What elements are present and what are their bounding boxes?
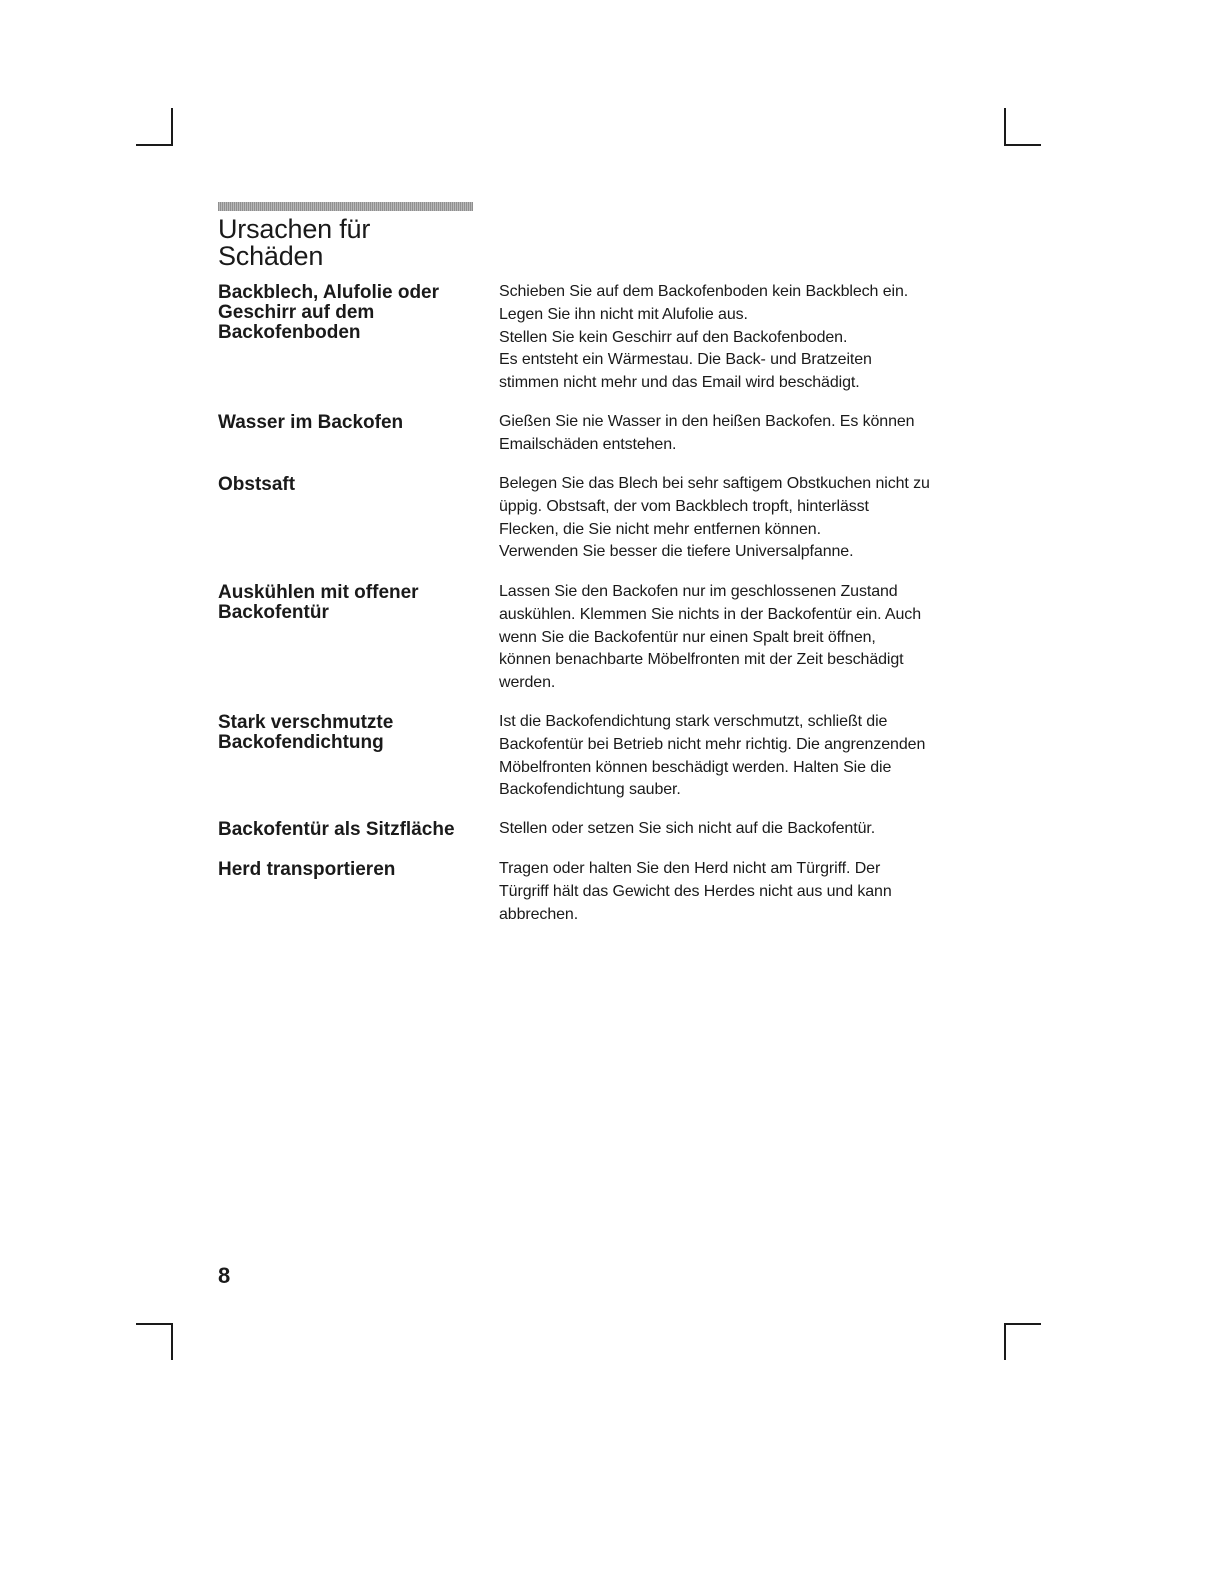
crop-mark-bottom-left-horizontal <box>136 1323 173 1325</box>
crop-mark-top-left-vertical <box>171 108 173 145</box>
section-text: Belegen Sie das Blech bei sehr saftigem Obstkuchen nicht zu üppig. Obstsaft, der vom Backblech tropft, hinterlässt Flecken, die Sie nicht mehr entfernen können. Verwenden Sie besser die tiefere Universalpfanne. <box>499 475 930 561</box>
section-text: Stellen oder setzen Sie sich nicht auf die Backofentür. <box>499 820 876 837</box>
section-text: Schieben Sie auf dem Backofenboden kein Backblech ein. Legen Sie ihn nicht mit Alufolie aus. Stellen Sie kein Geschirr auf den Backofenboden. Es entsteht ein Wärmestau. Die Back- und Bratzeiten stimmen nicht mehr und das Email wird beschädigt. <box>499 283 909 392</box>
section-heading: Backblech, Alufolie oder Geschirr auf dem Backofenboden <box>218 282 440 343</box>
crop-mark-bottom-right-horizontal <box>1004 1323 1041 1325</box>
page-number: 8 <box>218 1263 231 1288</box>
section-text: Tragen oder halten Sie den Herd nicht am Türgriff. Der Türgriff hält das Gewicht des Herdes nicht aus und kann abbrechen. <box>499 860 892 923</box>
section-heading: Backofentür als Sitzfläche <box>218 819 455 840</box>
crop-mark-top-right-vertical <box>1004 108 1006 145</box>
page-title: Ursachen für Schäden <box>218 214 371 271</box>
section-text: Lassen Sie den Backofen nur im geschlossenen Zustand auskühlen. Klemmen Sie nichts in der Backofentür ein. Auch wenn Sie die Backofentür nur einen Spalt breit öffnen, können benachbarte Möbelfronten mit der Zeit beschädigt werden. <box>499 583 921 692</box>
crop-mark-bottom-left-vertical <box>171 1323 173 1360</box>
crop-mark-top-right-horizontal <box>1004 144 1041 146</box>
crop-mark-top-left-horizontal <box>136 144 173 146</box>
section-title-bar <box>218 202 473 211</box>
section-heading: Obstsaft <box>218 474 296 495</box>
section-heading: Auskühlen mit offener Backofentür <box>218 582 419 623</box>
section-text: Ist die Backofendichtung stark verschmutzt, schließt die Backofentür bei Betrieb nicht mehr richtig. Die angrenzenden Möbelfronten können beschädigt werden. Halten Sie die Backofendichtung sauber. <box>499 713 926 799</box>
section-heading: Herd transportieren <box>218 859 396 880</box>
crop-mark-bottom-right-vertical <box>1004 1323 1006 1360</box>
section-heading: Stark verschmutzte Backofendichtung <box>218 712 394 753</box>
section-text: Gießen Sie nie Wasser in den heißen Backofen. Es können Emailschäden entstehen. <box>499 413 915 453</box>
section-heading: Wasser im Backofen <box>218 412 404 433</box>
